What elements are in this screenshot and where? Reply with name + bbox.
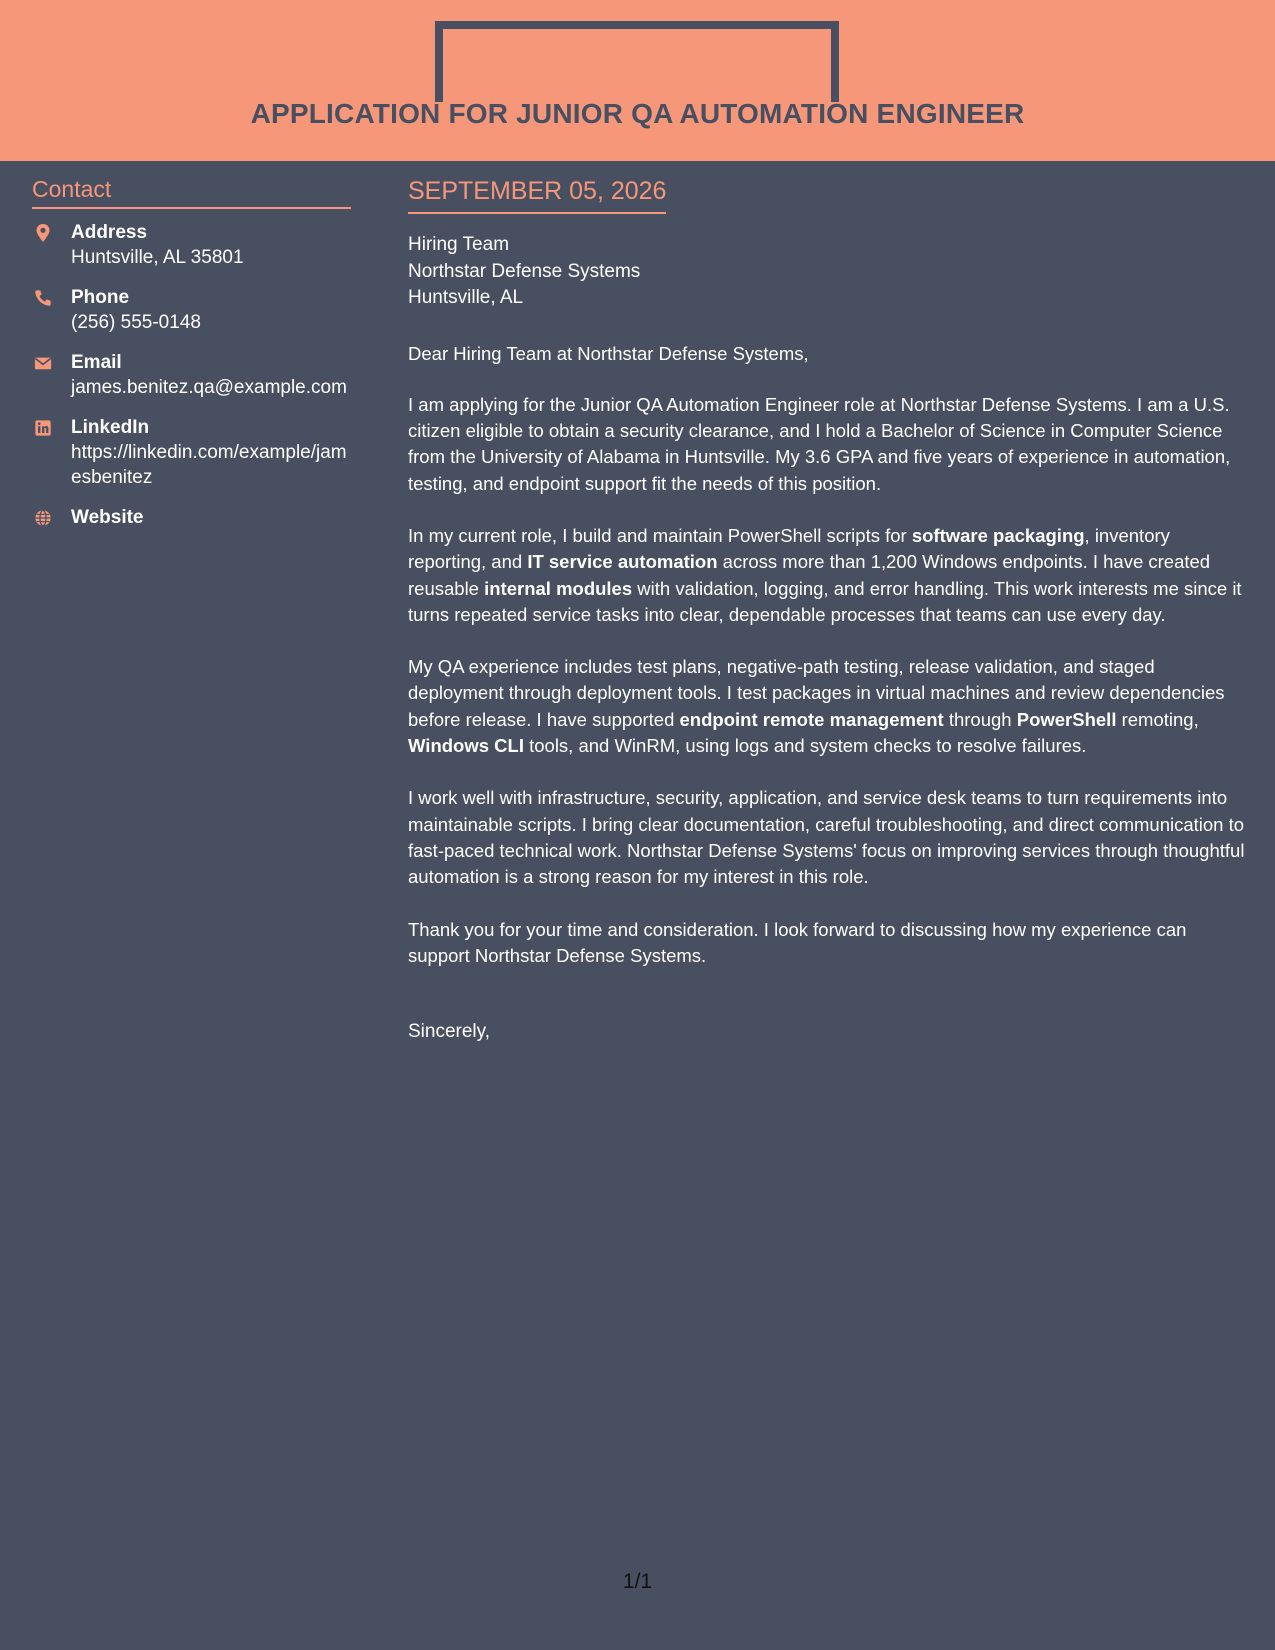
- linkedin-icon: [34, 418, 52, 438]
- contact-label: Phone: [71, 287, 130, 308]
- text-run: , inventory reporting, and: [408, 524, 1170, 573]
- paragraph: [408, 523, 1253, 628]
- bold-phrase: Windows CLI: [408, 735, 524, 757]
- phone-icon: [34, 288, 52, 308]
- text-run: Thank you for your time and consideration. I look forward to discussing how my experience can support Northstar Defense Systems.: [408, 918, 1187, 966]
- contact-heading: Contact: [32, 176, 351, 209]
- page-title: APPLICATION FOR JUNIOR QA AUTOMATION ENGINEER: [250, 98, 1025, 129]
- text-run: My QA experience includes test plans, negative-path testing, release validation, and staged deployment through deployment tools. I test packages in virtual machines and review dependencies before release. I have supported: [408, 656, 1225, 730]
- contact-item-email: [32, 351, 351, 400]
- contact-item-linkedin: [32, 416, 351, 490]
- bold-phrase: endpoint remote management: [679, 708, 944, 730]
- contact-label: Email: [71, 352, 122, 373]
- recipient-company: Northstar Defense Systems: [408, 260, 641, 282]
- text-run: across more than 1,200 Windows endpoints. I have created reusable: [408, 551, 1211, 599]
- paragraph: [408, 654, 1253, 759]
- contact-value: james.benitez.qa@example.com: [71, 377, 347, 398]
- letter-body: [408, 177, 1253, 1043]
- text-run: In my current role, I build and maintain PowerShell scripts for: [408, 524, 912, 546]
- recipient-block: [408, 232, 1253, 312]
- text-run: I work well with infrastructure, security, application, and service desk teams to turn requirements into maintainable scripts. I bring clear documentation, careful troubleshooting, and direct communication to fast-paced technical work. Northstar Defense Systems' focus on improving services through thoughtful automation is a strong reason for my interest in this role.: [408, 787, 1245, 888]
- bold-phrase: IT service automation: [527, 551, 718, 573]
- globe-icon: [34, 508, 52, 528]
- text-run: through: [943, 708, 1017, 730]
- letter-date-block: [408, 177, 666, 214]
- paragraph: [408, 917, 1253, 970]
- header-bracket-decoration: [435, 21, 839, 102]
- text-run: I am applying for the Junior QA Automation Engineer role at Northstar Defense Systems. I am a U.S. citizen eligible to obtain a security clearance, and I hold a Bachelor of Science in Computer Science from the University of Alabama in Huntsville. My 3.6 GPA and five years of experience in automation, testing, and endpoint support fit the needs of this position.: [408, 393, 1231, 494]
- contact-label: Website: [71, 507, 144, 528]
- contact-item-address: [32, 221, 351, 270]
- page-indicator: 1/1: [622, 1570, 653, 1593]
- bold-phrase: PowerShell: [1016, 708, 1117, 730]
- contact-item-website: [32, 506, 351, 530]
- closing: Sincerely,: [408, 1021, 491, 1043]
- text-run: with validation, logging, and error handling. This work interests me since it turns repeated service tasks into clear, dependable processes that teams can use every day.: [408, 577, 1242, 625]
- paragraph: [408, 785, 1253, 890]
- contact-value[interactable]: https://linkedin.com/example/jamesbenitez: [71, 442, 347, 488]
- contact-list: [32, 221, 351, 530]
- contact-value: (256) 555-0148: [71, 312, 201, 333]
- bold-phrase: software packaging: [911, 524, 1085, 546]
- paragraph: [408, 392, 1253, 497]
- text-run: remoting,: [1116, 708, 1199, 730]
- salutation: Dear Hiring Team at Northstar Defense Systems,: [408, 342, 809, 364]
- contact-label: Address: [71, 222, 148, 243]
- contact-value: Huntsville, AL 35801: [71, 247, 244, 268]
- recipient-location: Huntsville, AL: [408, 287, 524, 308]
- recipient-name: Hiring Team: [408, 234, 510, 255]
- letter-date: SEPTEMBER 05, 2026: [408, 177, 667, 205]
- envelope-icon: [34, 353, 52, 373]
- contact-label: LinkedIn: [71, 417, 150, 438]
- contact-sidebar: [32, 176, 351, 546]
- bold-phrase: internal modules: [484, 577, 633, 599]
- text-run: tools, and WinRM, using logs and system checks to resolve failures.: [523, 735, 1087, 757]
- contact-item-phone: [32, 286, 351, 335]
- location-pin-icon: [34, 223, 52, 243]
- header-banner: [0, 0, 1275, 161]
